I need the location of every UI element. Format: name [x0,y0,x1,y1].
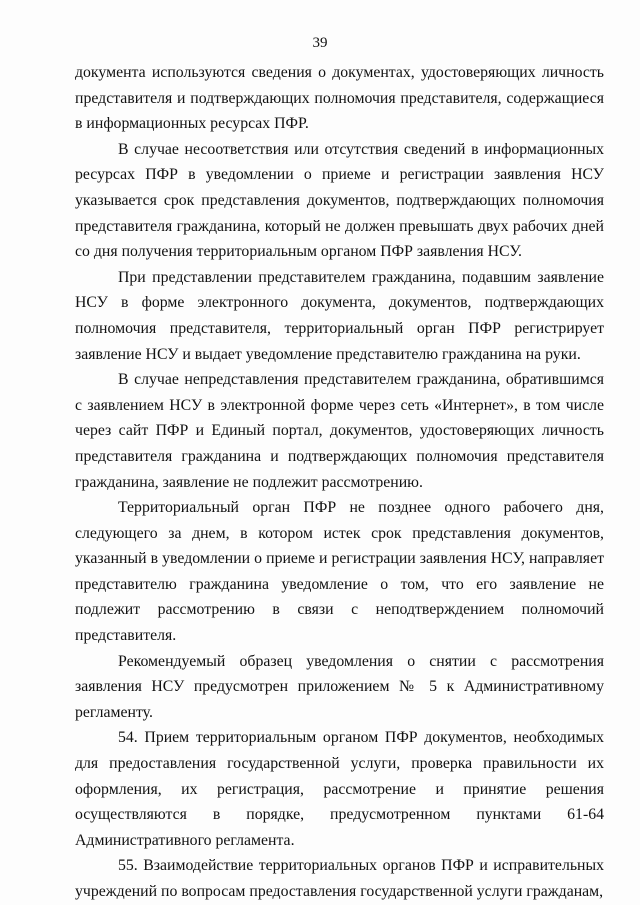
paragraph-item-54: 54. Прием территориальным органом ПФР документов, необходимых для предоставления государственной услуги, проверка правильности их оформления, их регистрация, рассмотрение и принятие решения осуществляются в порядке, предусмотренном пунктами 61-64 Административного регламента. [75,729,604,849]
paragraph-continuation: документа используются сведения о документах, удостоверяющих личность представителя и подтверждающих полномочия представителя, содержащиеся в информационных ресурсах ПФР. [75,64,604,133]
paragraph-representative-submission: При представлении представителем гражданина, подавшим заявление НСУ в форме электронного документа, документов, подтверждающих полномочия представителя, территориальный орган ПФР регистрирует заявление НСУ и выдает уведомление представителю гражданина на руки. [75,268,604,363]
document-body [75,60,604,905]
paragraph-item-55: 55. Взаимодействие территориальных органов ПФР и исправительных учреждений по вопросам предоставления государственной услуги гражданам, [75,857,604,900]
paragraph-non-submission: В случае непредставления представителем гражданина, обратившимся с заявлением НСУ в электронной форме через сеть «Интернет», в том числе через сайт ПФР и Единый портал, документов, удостоверяющих личность представителя гражданина и подтверждающих полномочия представителя гражданина, заявление не подлежит рассмотрению. [75,371,604,491]
paragraph-notification: Территориальный орган ПФР не позднее одного рабочего дня, следующего за днем, в котором истек срок представления документов, указанный в уведомлении о приеме и регистрации заявления НСУ, направляет представителю гражданина уведомление о том, что его заявление не подлежит рассмотрению в связи с неподтверждением полномочий представителя. [75,499,604,645]
page-number: 39 [312,35,328,51]
paragraph-registry-mismatch: В случае несоответствия или отсутствия сведений в информационных ресурсах ПФР в уведомлении о приеме и регистрации заявления НСУ указывается срок представления документов, подтверждающих полномочия представителя гражданина, который не должен превышать двух рабочих дней со дня получения территориальным органом ПФР заявления НСУ. [75,140,604,261]
paragraph-sample-notice: Рекомендуемый образец уведомления о снятии с рассмотрения заявления НСУ предусмотрен приложением № 5 к Административному регламенту. [75,652,604,721]
